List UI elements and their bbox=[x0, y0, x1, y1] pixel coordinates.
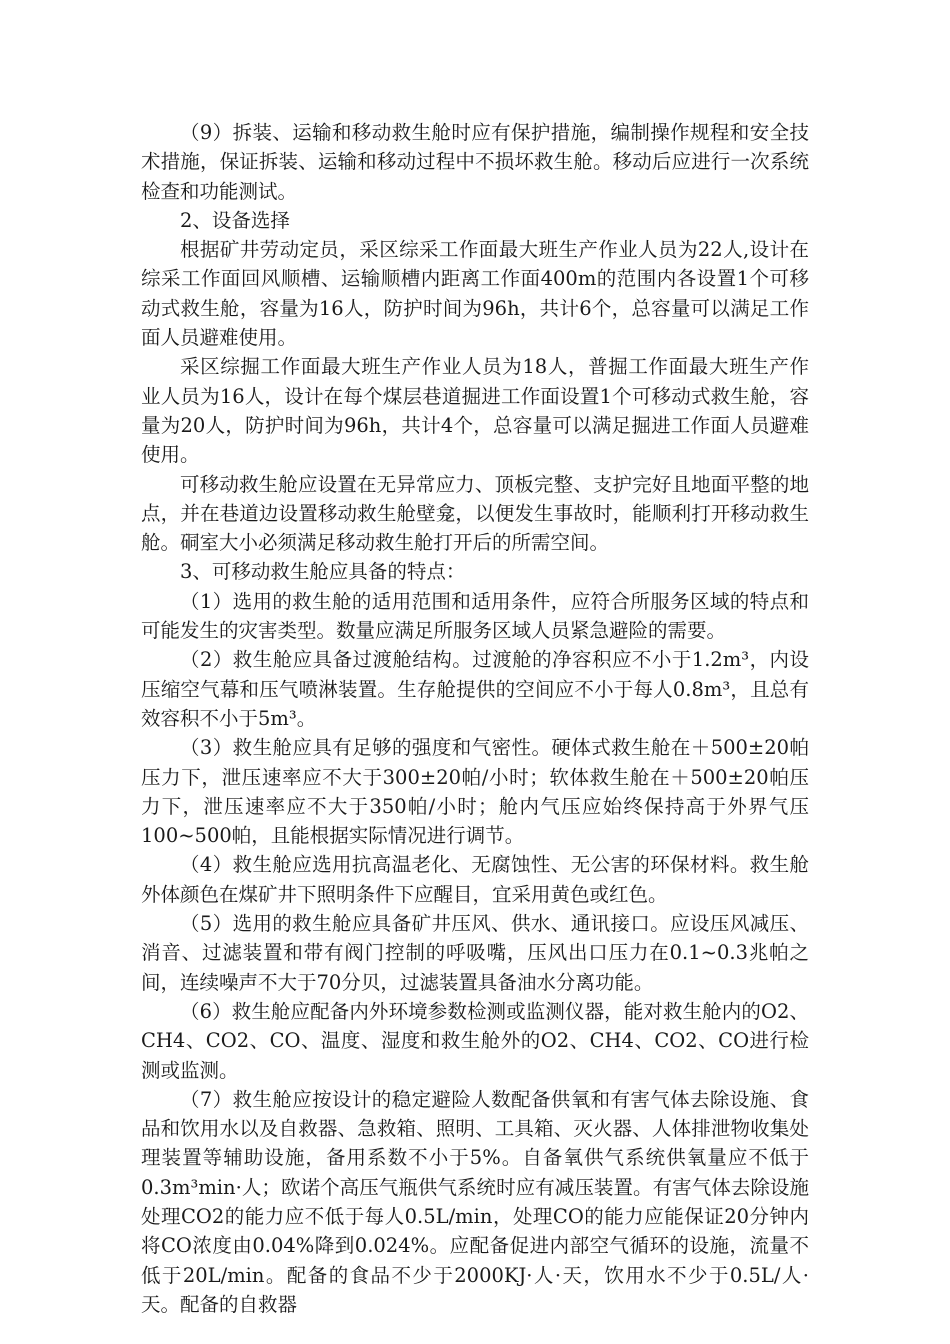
section-heading-features: 3、可移动救生舱应具备的特点： bbox=[180, 560, 466, 584]
paragraph-excavation-face: 采区综掘工作面最大班生产作业人员为18人，普掘工作面最大班生产作业人员为16人，设计在每个煤层巷道掘进工作面设置1个可移动式救生舱，容量为20人，防护时间为96h，共计4个，总容量可以满足掘进工作面人员避难使用。 bbox=[141, 355, 809, 467]
paragraph-feature-4: （4）救生舱应选用抗高温老化、无腐蚀性、无公害的环保材料。救生舱外体颜色在煤矿井下照明条件下应醒目，宜采用黄色或红色。 bbox=[141, 853, 809, 906]
paragraph-placement: 可移动救生舱应设置在无异常应力、顶板完整、支护完好且地面平整的地点，并在巷道边设置移动救生舱壁龛，以便发生事故时，能顺利打开移动救生舱。硐室大小必须满足移动救生舱打开后的所需空间。 bbox=[141, 472, 809, 555]
paragraph-feature-6: （6）救生舱应配备内外环境参数检测或监测仪器，能对救生舱内的O2、CH4、CO2、CO、温度、湿度和救生舱外的O2、CH4、CO2、CO进行检测或监测。 bbox=[141, 999, 809, 1082]
section-heading-equipment-selection: 2、设备选择 bbox=[180, 208, 290, 232]
paragraph-feature-7: （7）救生舱应按设计的稳定避险人数配备供氧和有害气体去除设施、食品和饮用水以及自救器、急救箱、照明、工具箱、灭火器、人体排泄物收集处理装置等辅助设施，备用系数不小于5%。自备氧供气系统供氧量应不低于0.3m³min·人；欧诺个高压气瓶供气系统时应有减压装置。有害气体去除设施处理CO2的能力应不低于每人0.5L/min，处理CO的能力应能保证20分钟内将CO浓度由0.04%降到0.024%。应配备促进内部空气循环的设施，流量不低于20L/min。配备的食品不少于2000KJ·人·天，饮用水不少于0.5L/人·天。配备的自救器 bbox=[141, 1087, 809, 1316]
paragraph-fully-mechanized-face: 根据矿井劳动定员，采区综采工作面最大班生产作业人员为22人,设计在综采工作面回风顺槽、运输顺槽内距离工作面400m的范围内各设置1个可移动式救生舱，容量为16人，防护时间为96h，共计6个，总容量可以满足工作面人员避难使用。 bbox=[141, 238, 809, 350]
paragraph-feature-1: （1）选用的救生舱的适用范围和适用条件，应符合所服务区域的特点和可能发生的灾害类型。数量应满足所服务区域人员紧急避险的需要。 bbox=[141, 589, 809, 643]
document-page bbox=[141, 118, 809, 1319]
paragraph-feature-2: （2）救生舱应具备过渡舱结构。过渡舱的净容积应不小于1.2m³，内设压缩空气幕和压气喷淋装置。生存舱提供的空间应不小于每人0.8m³，且总有效容积不小于5m³。 bbox=[141, 648, 809, 730]
paragraph-item-9: （9）拆装、运输和移动救生舱时应有保护措施，编制操作规程和安全技术措施，保证拆装、运输和移动过程中不损坏救生舱。移动后应进行一次系统检查和功能测试。 bbox=[141, 121, 809, 203]
paragraph-feature-3: （3）救生舱应具有足够的强度和气密性。硬体式救生舱在＋500±20帕压力下，泄压速率应不大于300±20帕/小时；软体救生舱在＋500±20帕压力下，泄压速率应不大于350帕/小时；舱内气压应始终保持高于外界气压100~500帕，且能根据实际情况进行调节。 bbox=[141, 736, 809, 848]
paragraph-feature-5: （5）选用的救生舱应具备矿井压风、供水、通讯接口。应设压风减压、消音、过滤装置和带有阀门控制的呼吸嘴，压风出口压力在0.1~0.3兆帕之间，连续噪声不大于70分贝，过滤装置具备油水分离功能。 bbox=[141, 912, 809, 994]
